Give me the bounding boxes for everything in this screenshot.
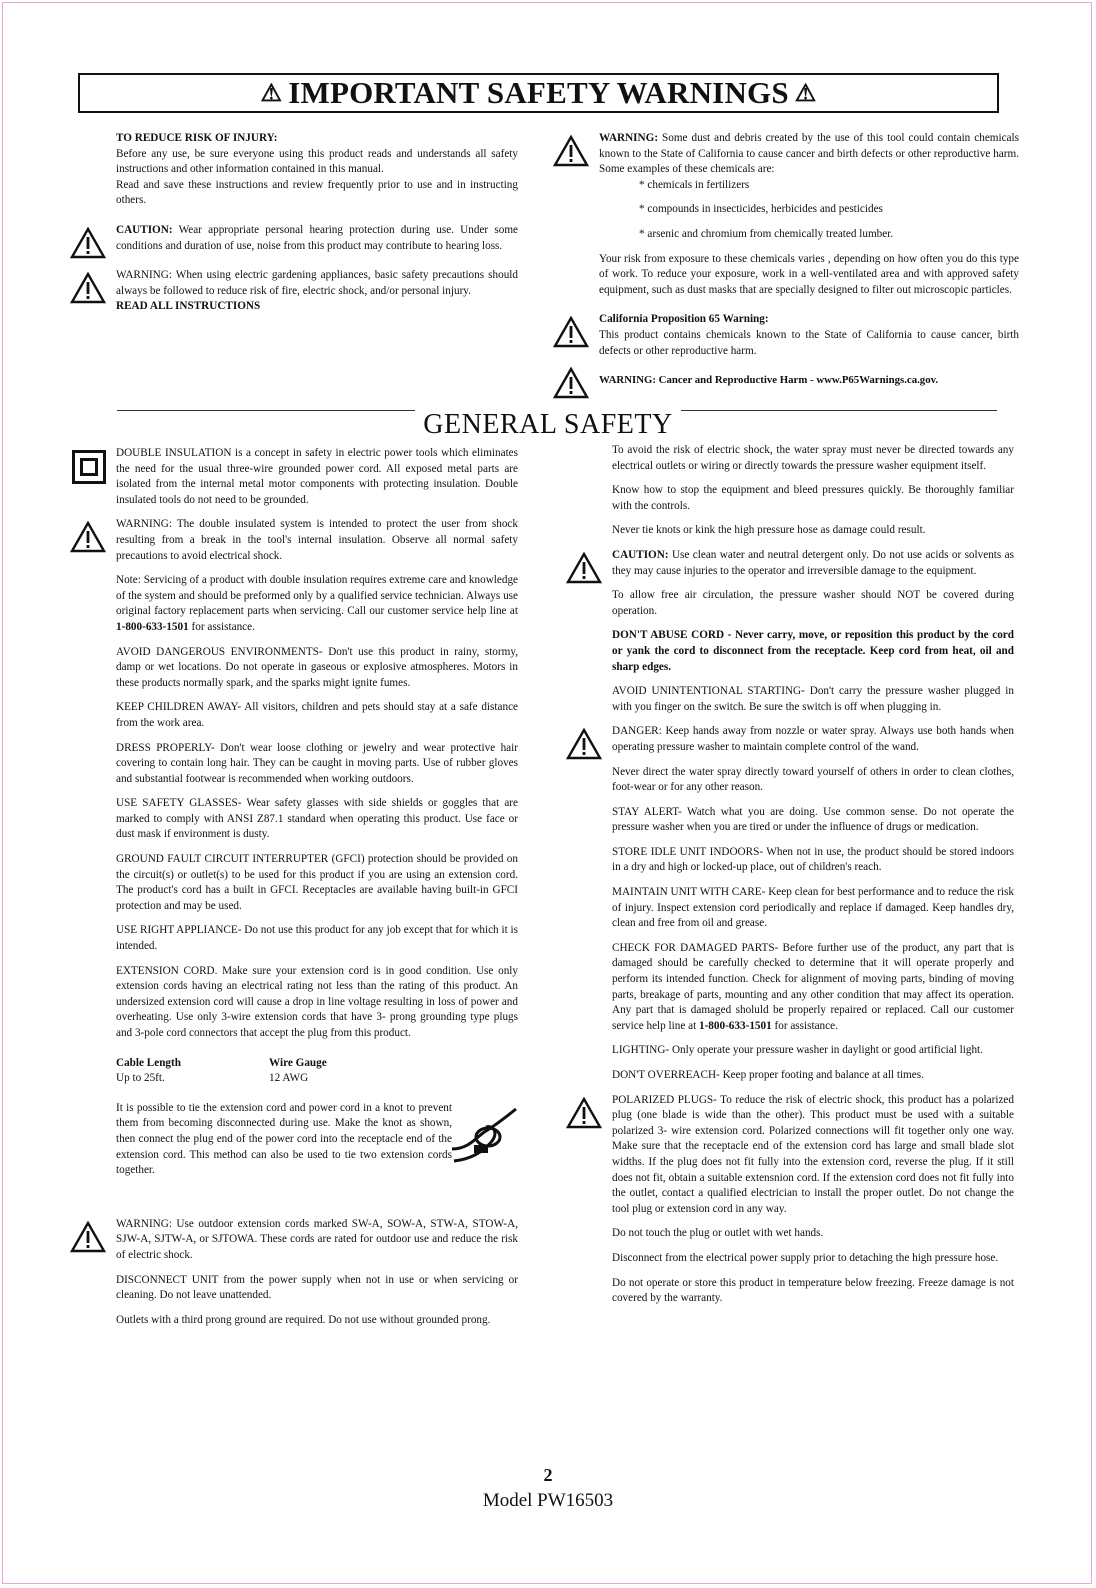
cable-length-value: Up to 25ft. <box>116 1072 165 1085</box>
warning-triangle-icon: ⚠ <box>794 80 817 107</box>
model-number: Model PW16503 <box>482 1490 614 1511</box>
wet-hands-text: Do not touch the plug or outlet with wet hands. <box>612 1227 824 1240</box>
cord-knot-icon <box>450 1105 520 1165</box>
exposure-risk-text: Your risk from exposure to these chemicals varies , depending on how often you do this type of work. To reduce your exposure, work in a well-ventilated area and with approved safety equipment, such as dust masks that are specially designed to filter out microscopic particles. <box>599 252 1019 296</box>
bullet-item: * arsenic and chromium from chemically treated lumber. <box>639 227 894 240</box>
caution-label: CAUTION: <box>612 548 669 561</box>
banner-title: IMPORTANT SAFETY WARNINGS <box>288 75 789 110</box>
cable-length-header: Cable Length <box>116 1056 181 1069</box>
double-insulation-warning: WARNING: The double insulated system is intended to protect the user from shock resulting from a break in the tool's internal insulation. Observe all normal safety precautions to avoid electrical shock. <box>116 518 518 562</box>
phone-number: 1-800-633-1501 <box>698 1019 772 1032</box>
warning-triangle-icon <box>553 135 589 167</box>
keep-children-text: KEEP CHILDREN AWAY- All visitors, children and pets should stay at a safe distance from the work area. <box>116 701 518 729</box>
avoid-shock-text: To avoid the risk of electric shock, the water spray must never be directed towards any electrical outlets or wiring or directly towards the pressure washer equipment itself. <box>612 444 1014 472</box>
disconnect-hose-text: Disconnect from the electrical power supply prior to detaching the high pressure hose. <box>612 1251 999 1264</box>
gardening-warning-block <box>116 268 518 315</box>
warning-triangle-icon <box>70 227 106 259</box>
lighting-text: LIGHTING- Only operate your pressure washer in daylight or good artificial light. <box>612 1044 983 1057</box>
knot-text: It is possible to tie the extension cord and power cord in a knot to prevent them from becoming disconnected during use. Make the knot as shown, then connect the plug end of the power cord into the receptacle end of the extension cord. This method can also be used to tie two extension cords together. <box>116 1101 452 1177</box>
check-parts-end: for assistance. <box>771 1019 838 1032</box>
unintentional-start-text: AVOID UNINTENTIONAL STARTING- Don't carry the pressure washer plugged in with you finger on the switch. Be sure the switch is off when plugging in. <box>612 685 1014 713</box>
avoid-environments-text: AVOID DANGEROUS ENVIRONMENTS- Don't use this product in rainy, stormy, damp or wet locations. Do not operate in gaseous or explosive atmospheres. Motors in these products normally spark, and the sparks might ignite fumes. <box>116 645 518 689</box>
wire-gauge-value: 12 AWG <box>269 1072 309 1085</box>
p65-warning-block <box>599 373 1019 389</box>
before-use-text: Before any use, be sure everyone using this product reads and understands all safety instructions and other information contained in this manual. <box>116 147 518 176</box>
p65-warning-line: WARNING: Cancer and Reproductive Harm - www.P65Warnings.ca.gov. <box>599 374 939 387</box>
cable-table <box>116 1056 518 1087</box>
safety-warnings-banner <box>78 73 999 113</box>
prop65-heading: California Proposition 65 Warning: <box>599 313 769 326</box>
warning-triangle-icon <box>70 521 106 553</box>
warning-triangle-icon <box>566 728 602 760</box>
hearing-caution-block <box>116 223 518 254</box>
warning-triangle-icon <box>70 1221 106 1253</box>
double-insulation-icon <box>72 450 106 484</box>
warning-triangle-icon: ⚠ <box>260 80 283 107</box>
top-left-column <box>116 131 518 324</box>
dust-warning-block <box>599 131 1019 178</box>
detergent-caution-text: Use clean water and neutral detergent only. Do not use acids or solvents as they may cause injuries to the operator and irreversible damage to the equipment. <box>612 548 1014 577</box>
general-left-column <box>116 446 518 1337</box>
general-safety-title <box>0 409 1096 441</box>
warning-label: WARNING: <box>599 132 659 144</box>
extension-cord-text: EXTENSION CORD. Make sure your extension cord is in good condition. Use only extension cords having an electrical rating not less than the rating of this product. An undersized extension cord will cause a drop in line voltage resulting in loss of power and overheating. Use only 3-wire extension cords that have 3- prong grounding type plugs and 3-pole cord connectors that accept the plug from this product. <box>116 964 518 1039</box>
reduce-risk-heading: TO REDUCE RISK OF INJURY: <box>116 132 278 144</box>
double-insulation-text: DOUBLE INSULATION is a concept in safety in electric power tools which eliminates the need for the usual three-wire grounded power cord. All exposed metal parts are isolated from the internal metal motor components with protecting insulation. Double insulated tools do not need to be grounded. <box>116 447 518 506</box>
air-circulation-text: To allow free air circulation, the pressure washer should NOT be covered during operation. <box>612 589 1014 617</box>
prop65-text: This product contains chemicals known to the State of California to cause cancer, birth defects or other reproductive harm. <box>599 328 1019 357</box>
disconnect-unit-text: DISCONNECT UNIT from the power supply when not in use or when servicing or cleaning. Do not leave unattended. <box>116 1273 518 1302</box>
outdoor-cord-warning-block <box>116 1217 518 1264</box>
prop65-block <box>599 312 1019 359</box>
warning-triangle-icon <box>70 272 106 304</box>
outlets-text: Outlets with a third prong ground are required. Do not use without grounded prong. <box>116 1313 491 1326</box>
wire-gauge-header: Wire Gauge <box>269 1056 327 1069</box>
servicing-note: Note: Servicing of a product with double insulation requires extreme care and knowledge of the system and should be preformed only by a qualified service technician. Always use original factory replacement parts when servicing. Call our customer service help line at <box>116 574 518 618</box>
caution-label: CAUTION: <box>116 223 173 236</box>
polarized-plugs-text: POLARIZED PLUGS- To reduce the risk of electric shock, this product has a polarized plug (one blade is wide than the other). This product must be used with a suitable polarized 3- wire extension cord. Polarized connections will fit together only one way. Make sure that the receptacle end of the extension cord has large and small blade slot widths. If the plug does not fit fully into the extension cord, reverse the plug. If it still does not fit, obtain a suitable extensnion cord. If the extension cord does not fit fully into the outlet, contact a qualified electrician to install the proper outlet. Do not change the tool plug or extension cord in any way. <box>612 1093 1014 1215</box>
store-idle-text: STORE IDLE UNIT INDOORS- When not in use, the product should be stored indoors in a dry and high or locked-up place, out of children's reach. <box>612 845 1014 874</box>
polarized-plugs-block <box>612 1093 1014 1218</box>
bullet-item: * compounds in insecticides, herbicides and pesticides <box>639 203 883 216</box>
warning-triangle-icon <box>553 316 589 348</box>
overreach-text: DON'T OVERREACH- Keep proper footing and balance at all times. <box>612 1069 924 1081</box>
read-all-instructions: READ ALL INSTRUCTIONS <box>116 300 261 313</box>
danger-text: DANGER: Keep hands away from nozzle or water spray. Always use both hands when operating pressure washer to maintain complete control of the wand. <box>612 725 1014 753</box>
dust-warning-text: Some dust and debris created by the use of this tool could contain chemicals known to the State of California to cause cancer and birth defects or other reproductive harm. Some examples of these chemicals are: <box>599 132 1019 176</box>
gardening-warning-text: WARNING: When using electric gardening appliances, basic safety precautions should always be followed to reduce risk of fire, electric shock, and/or personal injury. <box>116 269 518 297</box>
safety-glasses-text: USE SAFETY GLASSES- Wear safety glasses with side shields or goggles that are marked to comply with ANSI Z87.1 standard when operating this product. Use face or dust mask if environment is dusty. <box>116 797 518 841</box>
dress-properly-text: DRESS PROPERLY- Don't wear loose clothing or jewelry and wear protective hair covering to contain long hair. They can be caught in moving parts. Use of rubber gloves and substantial footwear is recommended when working outdoors. <box>116 741 518 785</box>
warning-triangle-icon <box>553 367 589 399</box>
general-safety-title-text: GENERAL SAFETY <box>415 409 680 440</box>
detergent-caution-block <box>612 548 1014 579</box>
double-insulation-warning-block <box>116 517 518 564</box>
freezing-text: Do not operate or store this product in temperature below freezing. Freeze damage is not covered by the warranty. <box>612 1276 1014 1305</box>
caution-text: Wear appropriate personal hearing protection during use. Under some conditions and duration of use, noise from this product may contribute to hearing loss. <box>116 223 518 252</box>
page-number: 2 <box>543 1465 553 1485</box>
stay-alert-text: STAY ALERT- Watch what you are doing. Use common sense. Do not operate the pressure washer when you are tired or under the influence of drugs or medication. <box>612 805 1014 834</box>
right-appliance-text: USE RIGHT APPLIANCE- Do not use this product for any job except that for which it is intended. <box>116 924 518 953</box>
read-save-text: Read and save these instructions and review frequently prior to use and in instructing others. <box>116 178 518 207</box>
know-stop-text: Know how to stop the equipment and bleed pressures quickly. Be thoroughly familiar with the controls. <box>612 484 1014 512</box>
maintain-unit-text: MAINTAIN UNIT WITH CARE- Keep clean for best performance and to reduce the risk of injury. Inspect extension cord periodically and replace if damaged. Keep handles dry, clean and free from oil and grease. <box>612 886 1014 930</box>
general-right-column <box>612 443 1014 1316</box>
phone-number: 1-800-633-1501 <box>116 620 189 633</box>
warning-triangle-icon <box>566 552 602 584</box>
outdoor-cord-warning: WARNING: Use outdoor extension cords marked SW-A, SOW-A, STW-A, STOW-A, SJW-A, SJTW-A, or SJTOWA. These cords are rated for outdoor use and reduce the risk of electric shock. <box>116 1217 518 1261</box>
no-knots-text: Never tie knots or kink the high pressure hose as damage could result. <box>612 524 926 537</box>
gfci-text: GROUND FAULT CIRCUIT INTERRUPTER (GFCI) protection should be provided on the circuit(s) or outlet(s) to be used for this product if you are using an extension cord. The product's cord has a built in GFCI. Receptacles are available having built-in GFCI protection and may be used. <box>116 853 518 912</box>
danger-block <box>612 724 1014 755</box>
check-parts-text: CHECK FOR DAMAGED PARTS- Before further use of the product, any part that is damaged should be carefully checked to determine that it will operate properly and perform its intended function. Check for alignment of moving parts, binding of moving parts, breakage of parts, mounting and any other condition that may affect its operation. Any part that is damaged sholuld be properly repaired or replaced. Call our customer service help line at <box>612 941 1014 1032</box>
top-right-column <box>599 131 1019 398</box>
bullet-item: * chemicals in fertilizers <box>639 178 750 191</box>
knot-block <box>116 1101 518 1179</box>
servicing-note-end: for assistance. <box>188 620 255 633</box>
abuse-cord-text: DON'T ABUSE CORD - Never carry, move, or reposition this product by the cord or yank the cord to disconnect from the receptacle. Keep cord from heat, oil and sharp edges. <box>612 629 1014 673</box>
never-direct-text: Never direct the water spray directly toward yourself of others in order to clean clothes, foot-wear or for any other reason. <box>612 765 1014 794</box>
warning-triangle-icon <box>566 1097 602 1129</box>
